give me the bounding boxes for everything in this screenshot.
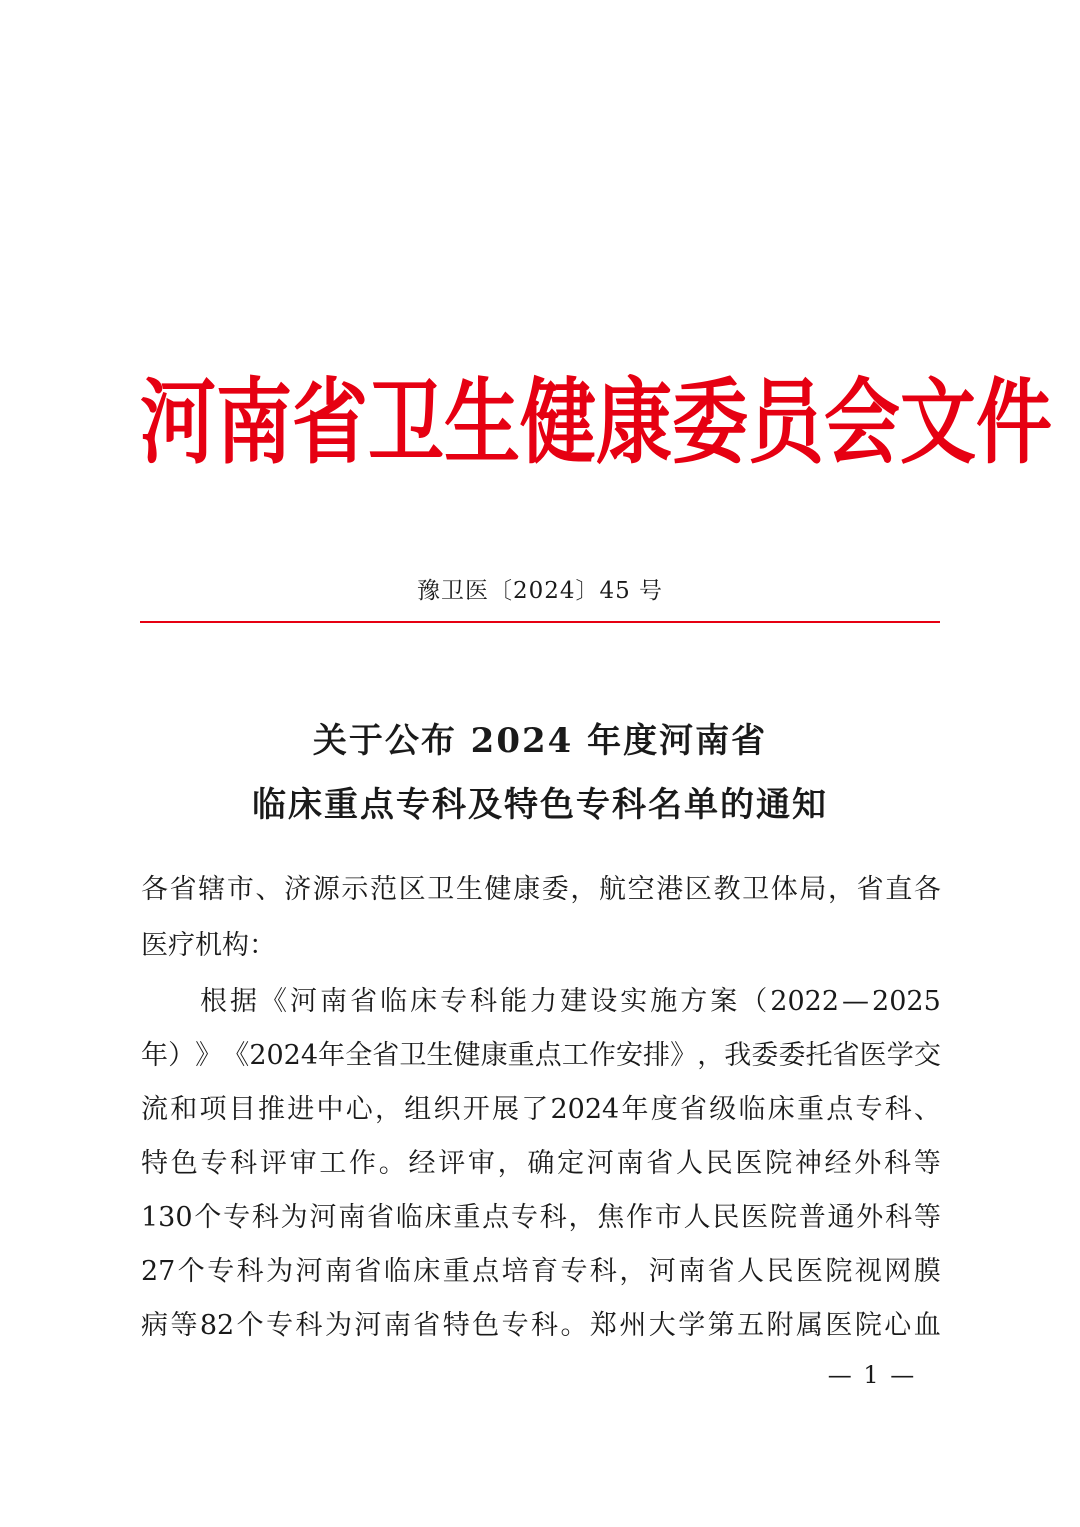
masthead-char: 委 xyxy=(672,368,748,477)
masthead-char: 健 xyxy=(520,368,596,477)
masthead-char: 生 xyxy=(444,368,520,477)
masthead-char: 件 xyxy=(976,368,1052,477)
notice-title-line-2: 临床重点专科及特色专科名单的通知 xyxy=(252,785,828,825)
masthead-title xyxy=(140,356,1052,490)
masthead-char: 省 xyxy=(292,368,368,477)
body-line-1: 各 省 辖 市 、 济 源 示 范 区 卫 生 健 康 委 ， 航 空 港 区 教 卫 体 局 ， 省 直 各 xyxy=(141,874,941,905)
masthead-char: 文 xyxy=(900,368,976,477)
body-line-9: 病 等 82 个 专 科 为 河 南 省 特 色 专 科 。 郑 州 大 学 第 五 附 属 医 院 心 血 xyxy=(141,1310,941,1341)
red-divider-line xyxy=(140,621,940,623)
body-line-7: 130 个 专 科 为 河 南 省 临 床 重 点 专 科 ， 焦 作 市 人 民 医 院 普 通 外 科 等 xyxy=(141,1202,941,1233)
body-line-3: 根 据 《 河 南 省 临 床 专 科 能 力 建 设 实 施 方 案 （ 2022 — 2025 xyxy=(200,986,941,1017)
page-number: — 1 — xyxy=(827,1361,917,1389)
masthead-char: 员 xyxy=(748,368,824,477)
body-line-2: 医疗机构： xyxy=(141,930,276,961)
masthead-char: 卫 xyxy=(368,368,444,477)
masthead-char: 河 xyxy=(140,368,216,477)
masthead-char: 会 xyxy=(824,368,900,477)
body-line-4: 年 ） 》 《 2024 年 全 省 卫 生 健 康 重 点 工 作 安 排 》 ， 我 委 委 托 省 医 学 交 xyxy=(141,1040,941,1071)
body-line-8: 27 个 专 科 为 河 南 省 临 床 重 点 培 育 专 科 ， 河 南 省 人 民 医 院 视 网 膜 xyxy=(141,1256,941,1287)
masthead-char: 康 xyxy=(596,368,672,477)
body-line-6: 特 色 专 科 评 审 工 作 。 经 评 审 ， 确 定 河 南 省 人 民 医 院 神 经 外 科 等 xyxy=(141,1148,941,1179)
body-line-5: 流 和 项 目 推 进 中 心 ， 组 织 开 展 了 2024 年 度 省 级 临 床 重 点 专 科 、 xyxy=(141,1094,941,1125)
document-number: 豫卫医〔2024〕45 号 xyxy=(416,578,664,604)
notice-title-line-1: 关于公布 2024 年度河南省 xyxy=(312,721,768,761)
masthead-char: 南 xyxy=(216,368,292,477)
